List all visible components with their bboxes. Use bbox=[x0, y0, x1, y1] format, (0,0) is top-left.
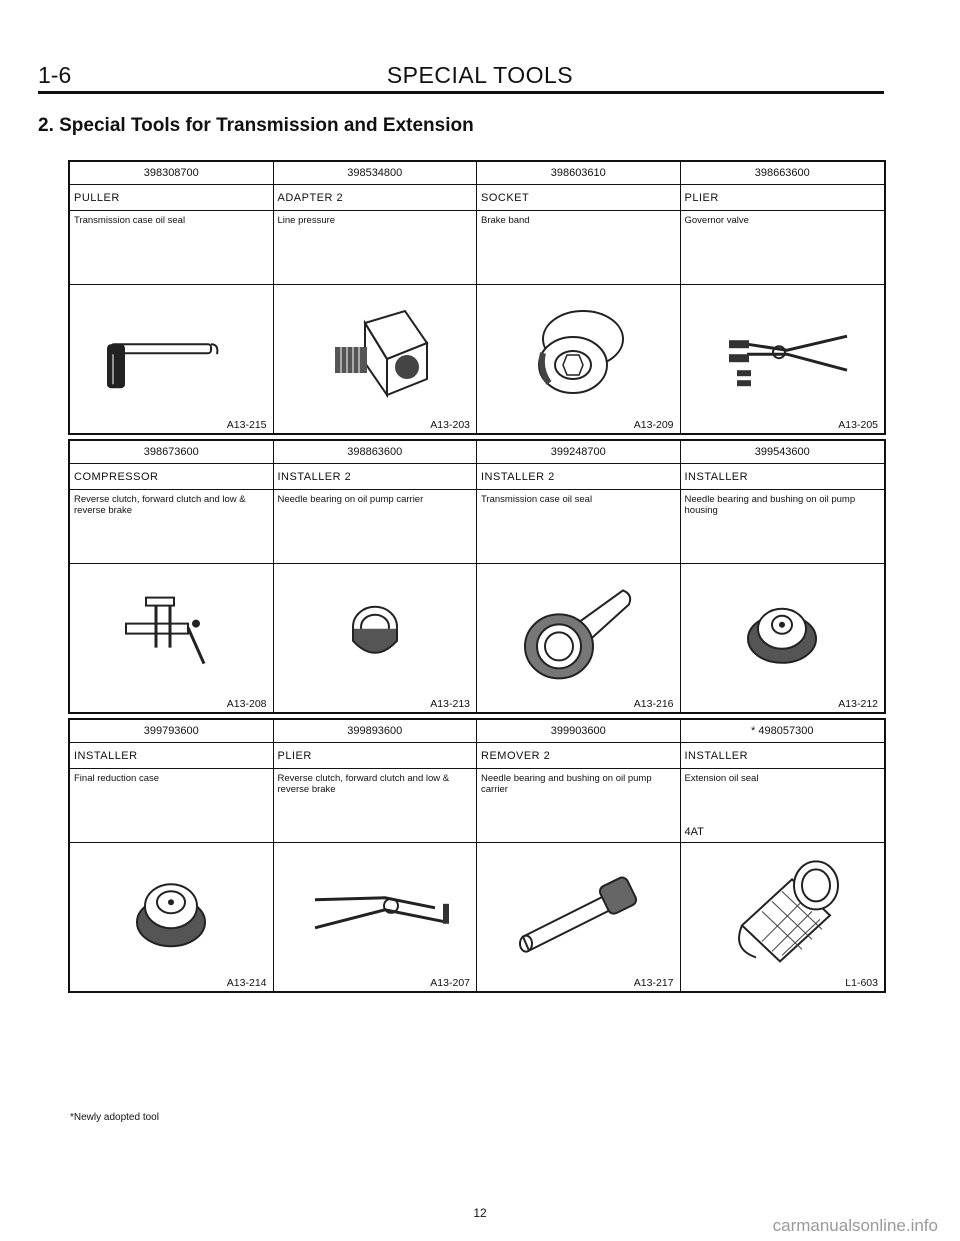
tool-illustration bbox=[477, 285, 680, 433]
figure-code: A13-213 bbox=[430, 698, 470, 710]
tool-cell bbox=[274, 162, 478, 433]
desc-text: Governor valve bbox=[684, 215, 749, 226]
desc-text: Final reduction case bbox=[74, 773, 160, 784]
tool-name: SOCKET bbox=[477, 185, 680, 211]
tool-description bbox=[274, 769, 477, 843]
desc-text: Needle bearing and bushing on oil pump carrier bbox=[481, 773, 652, 795]
compressor-icon bbox=[116, 588, 226, 678]
desc-text: Reverse clutch, forward clutch and low & reverse brake bbox=[277, 773, 450, 795]
section-title: 2. Special Tools for Transmission and Extension bbox=[38, 115, 474, 136]
tool-cell bbox=[681, 720, 885, 991]
tool-cell bbox=[274, 441, 478, 712]
tool-name: INSTALLER bbox=[681, 464, 885, 490]
page-number: 1-6 bbox=[38, 62, 72, 88]
tools-table bbox=[68, 160, 886, 997]
part-number: 399793600 bbox=[70, 720, 273, 743]
tools-block-2 bbox=[68, 439, 886, 714]
tool-description bbox=[681, 211, 885, 285]
installer-ring-icon bbox=[345, 599, 405, 669]
desc-text: Transmission case oil seal bbox=[74, 215, 186, 226]
tool-cell bbox=[70, 441, 274, 712]
tool-description bbox=[477, 211, 680, 285]
tool-description bbox=[681, 769, 885, 843]
part-number: 399903600 bbox=[477, 720, 680, 743]
part-number: 398663600 bbox=[681, 162, 885, 185]
tool-illustration bbox=[274, 843, 477, 991]
tool-description bbox=[477, 769, 680, 843]
snap-ring-plier-icon bbox=[295, 878, 455, 948]
tool-illustration bbox=[477, 843, 680, 991]
tool-cell bbox=[274, 720, 478, 991]
tool-description bbox=[274, 490, 477, 564]
tool-description bbox=[477, 490, 680, 564]
footnote: *Newly adopted tool bbox=[70, 1112, 159, 1123]
tool-note: 4AT bbox=[684, 826, 704, 838]
tool-cell bbox=[477, 720, 681, 991]
figure-code: A13-203 bbox=[430, 419, 470, 431]
tool-cell bbox=[70, 720, 274, 991]
desc-text: Reverse clutch, forward clutch and low & reverse brake bbox=[74, 494, 246, 516]
tool-description bbox=[681, 490, 885, 564]
page-title: SPECIAL TOOLS bbox=[386, 62, 574, 88]
desc-text: Needle bearing and bushing on oil pump housing bbox=[684, 494, 856, 516]
part-number: * 498057300 bbox=[681, 720, 885, 743]
part-number: 399893600 bbox=[274, 720, 477, 743]
tool-illustration bbox=[70, 564, 273, 712]
tool-name: ADAPTER 2 bbox=[274, 185, 477, 211]
title-rule bbox=[38, 91, 884, 94]
part-number: 398863600 bbox=[274, 441, 477, 464]
tool-name: INSTALLER bbox=[70, 743, 273, 769]
seal-installer-icon bbox=[712, 855, 852, 965]
footer-page-number: 12 bbox=[473, 1206, 487, 1220]
tools-block-1 bbox=[68, 160, 886, 435]
desc-text: Needle bearing on oil pump carrier bbox=[277, 494, 424, 505]
part-number: 398603610 bbox=[477, 162, 680, 185]
figure-code: A13-216 bbox=[633, 698, 674, 710]
part-number: 399248700 bbox=[477, 441, 680, 464]
tool-illustration bbox=[681, 843, 885, 991]
tool-illustration bbox=[681, 564, 885, 712]
part-number: 398534800 bbox=[274, 162, 477, 185]
tool-cell bbox=[681, 162, 885, 433]
tool-illustration bbox=[274, 564, 477, 712]
figure-code: L1-603 bbox=[845, 977, 878, 989]
tool-name: PULLER bbox=[70, 185, 273, 211]
desc-text: Transmission case oil seal bbox=[481, 494, 593, 505]
figure-code: A13-212 bbox=[838, 698, 878, 710]
tool-name: INSTALLER 2 bbox=[477, 464, 680, 490]
tool-cell bbox=[477, 441, 681, 712]
figure-code: A13-215 bbox=[226, 419, 267, 431]
tool-description bbox=[70, 490, 273, 564]
tool-cell bbox=[681, 441, 885, 712]
figure-code: A13-205 bbox=[838, 419, 878, 431]
desc-text: Line pressure bbox=[277, 215, 336, 226]
figure-code: A13-208 bbox=[226, 698, 267, 710]
plier-icon bbox=[707, 314, 857, 394]
installer-cap-icon bbox=[742, 599, 822, 669]
tool-cell bbox=[477, 162, 681, 433]
adapter-icon bbox=[315, 303, 435, 403]
part-number: 398673600 bbox=[70, 441, 273, 464]
figure-code: A13-214 bbox=[226, 977, 267, 989]
tools-block-3 bbox=[68, 718, 886, 993]
installer-cup-icon bbox=[131, 872, 211, 952]
tool-name: REMOVER 2 bbox=[477, 743, 680, 769]
tool-description bbox=[70, 211, 273, 285]
tool-description bbox=[274, 211, 477, 285]
part-number: 398308700 bbox=[70, 162, 273, 185]
desc-text: Brake band bbox=[481, 215, 530, 226]
tool-name: COMPRESSOR bbox=[70, 464, 273, 490]
tool-illustration bbox=[681, 285, 885, 433]
tool-name: INSTALLER 2 bbox=[274, 464, 477, 490]
desc-text: Extension oil seal bbox=[684, 773, 759, 784]
tool-cell bbox=[70, 162, 274, 433]
tool-name: INSTALLER bbox=[681, 743, 885, 769]
tool-name: PLIER bbox=[274, 743, 477, 769]
figure-code: A13-209 bbox=[633, 419, 674, 431]
installer-shaft-icon bbox=[513, 576, 643, 686]
watermark: carmanualsonline.info bbox=[772, 1216, 938, 1235]
tool-name: PLIER bbox=[681, 185, 885, 211]
figure-code: A13-217 bbox=[633, 977, 674, 989]
puller-icon bbox=[101, 314, 241, 394]
remover-icon bbox=[503, 867, 653, 957]
tool-illustration bbox=[70, 843, 273, 991]
part-number: 399543600 bbox=[681, 441, 885, 464]
tool-description bbox=[70, 769, 273, 843]
figure-code: A13-207 bbox=[430, 977, 470, 989]
socket-icon bbox=[523, 303, 633, 403]
tool-illustration bbox=[477, 564, 680, 712]
tool-illustration bbox=[274, 285, 477, 433]
tool-illustration bbox=[70, 285, 273, 433]
